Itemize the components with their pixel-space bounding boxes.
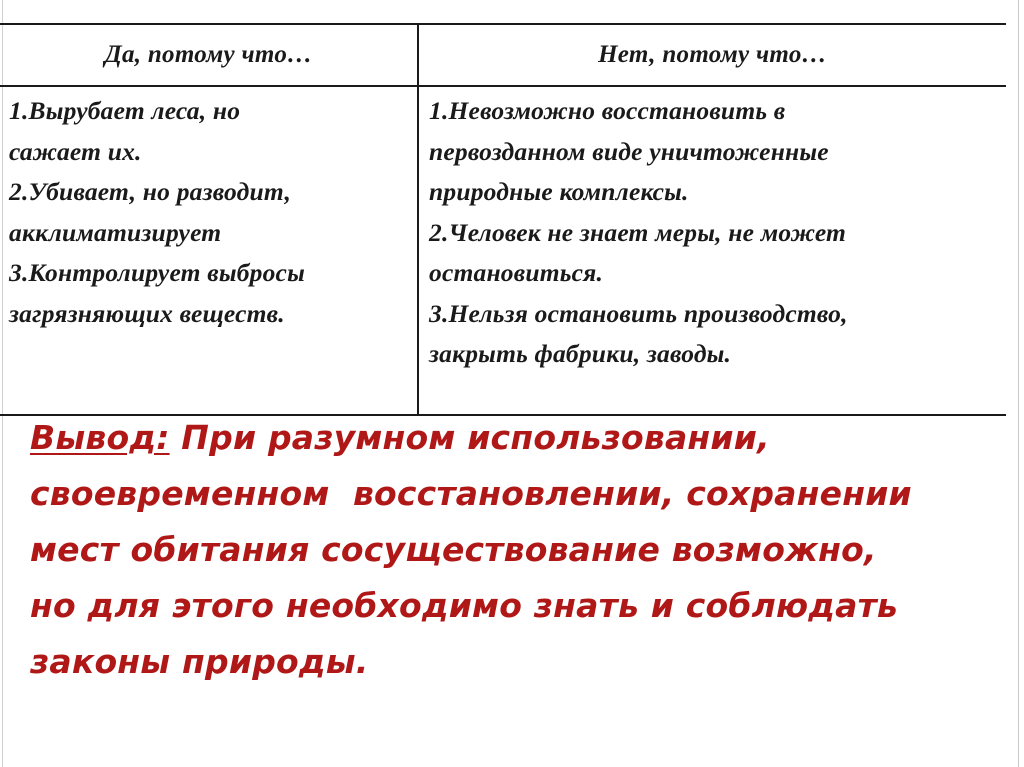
conclusion-text [30,410,990,690]
no-reason-line: 3.Нельзя остановить производство, [429,298,848,328]
no-reason-line: природные комплексы. [429,177,689,206]
no-reason-line: остановиться. [429,258,604,287]
yes-reason-line: сажает их. [9,136,142,166]
header-yes: Да, потому что… [0,24,418,86]
no-reason-line: первозданном виде уничтоженные [429,136,829,166]
yes-reason-line: 3.Контролирует выбросы [9,258,305,287]
conclusion-line: мест обитания сосуществование возможно, [30,530,877,569]
conclusion-line: но для этого необходимо знать и соблюдать [30,586,898,625]
conclusion-line: законы природы. [30,642,369,681]
conclusion-line-text: При разумном использовании, [169,418,770,457]
header-no: Нет, потому что… [418,24,1006,86]
conclusion-label: Вывод: [30,418,170,457]
yes-reasons-cell [0,86,418,415]
conclusion-line [30,410,990,466]
conclusion-line: своевременном восстановлении, сохранении [30,474,912,513]
comparison-table [0,23,1006,416]
table-header-row [0,24,1006,86]
yes-reason-line: загрязняющих веществ. [9,298,285,328]
yes-reason-line: 2.Убивает, но разводит, [9,177,292,206]
no-reason-line: 1.Невозможно восстановить в [429,96,786,125]
right-edge-rule [1018,0,1019,767]
no-reason-line: закрыть фабрики, заводы. [429,339,732,368]
no-reason-line: 2.Человек не знает меры, не может [429,217,847,247]
no-reasons-cell [418,86,1006,415]
yes-reason-line: акклиматизирует [9,217,222,247]
table-body-row [0,86,1006,415]
yes-reason-line: 1.Вырубает леса, но [9,96,241,125]
